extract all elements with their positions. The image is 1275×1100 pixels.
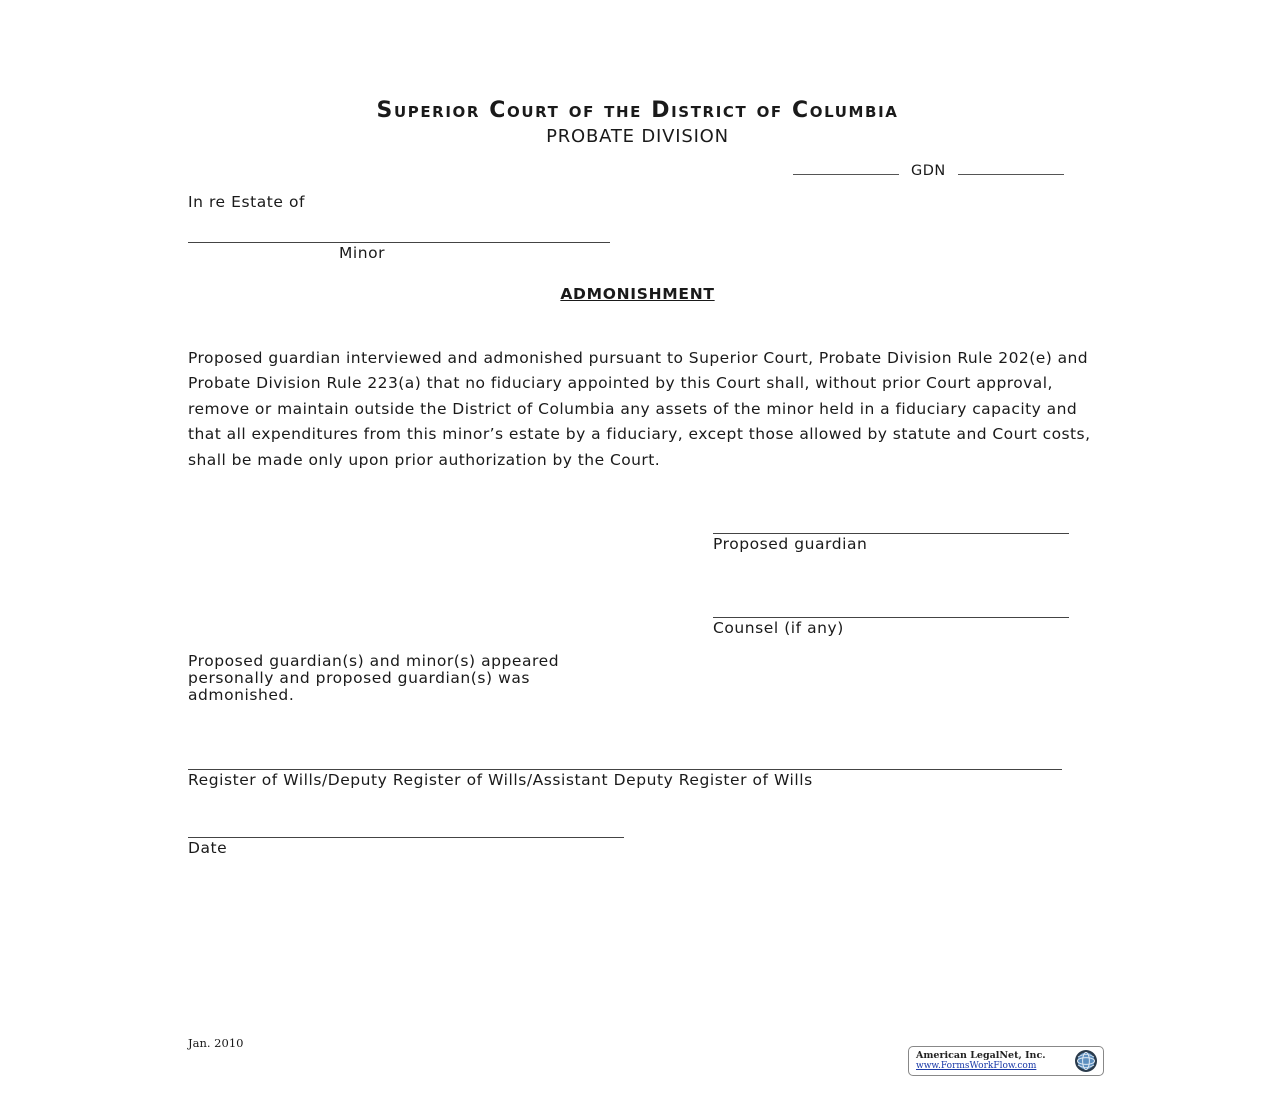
case-number-blank[interactable]	[958, 164, 1064, 175]
division-title: PROBATE DIVISION	[546, 126, 729, 147]
document-heading: ADMONISHMENT	[560, 285, 715, 303]
counsel-signature-line[interactable]	[713, 617, 1069, 618]
proposed-guardian-signature-line[interactable]	[713, 533, 1069, 534]
form-revision-date: Jan. 2010	[188, 1036, 244, 1050]
date-line[interactable]	[188, 837, 624, 838]
admonishment-paragraph: Proposed guardian interviewed and admonished pursuant to Superior Court, Probate Division Rule 202(e) and Probate Division Rule 223(a) that no fiduciary appointed by this Court shall, without prior Court approval, remove or maintain outside the District of Columbia any assets of the minor held in a fiduciary capacity and that all expenditures from this minor’s estate by a fiduciary, except those allowed by statute and Court costs, shall be made only upon prior authorization by the Court.	[188, 349, 1091, 469]
case-number-row	[793, 163, 1064, 179]
register-label: Register of Wills/Deputy Register of Wills/Assistant Deputy Register of Wills	[188, 771, 813, 789]
court-title: Superior Court of the District of Columbia	[376, 98, 899, 123]
proposed-guardian-label: Proposed guardian	[713, 535, 868, 553]
publisher-name: American LegalNet, Inc.	[916, 1050, 1046, 1061]
publisher-logo[interactable]	[908, 1046, 1104, 1076]
counsel-label: Counsel (if any)	[713, 619, 844, 637]
minor-name-line[interactable]	[188, 242, 610, 243]
gdn-label: GDN	[911, 163, 946, 179]
appearance-statement: Proposed guardian(s) and minor(s) appeared personally and proposed guardian(s) was admonished.	[188, 652, 560, 704]
case-year-blank[interactable]	[793, 164, 899, 175]
date-label: Date	[188, 839, 228, 857]
register-signature-line[interactable]	[188, 769, 1062, 770]
globe-icon	[1074, 1049, 1098, 1073]
publisher-link[interactable]: www.FormsWorkFlow.com	[916, 1061, 1037, 1071]
in-re-label: In re Estate of	[188, 193, 305, 211]
minor-label: Minor	[339, 244, 386, 262]
